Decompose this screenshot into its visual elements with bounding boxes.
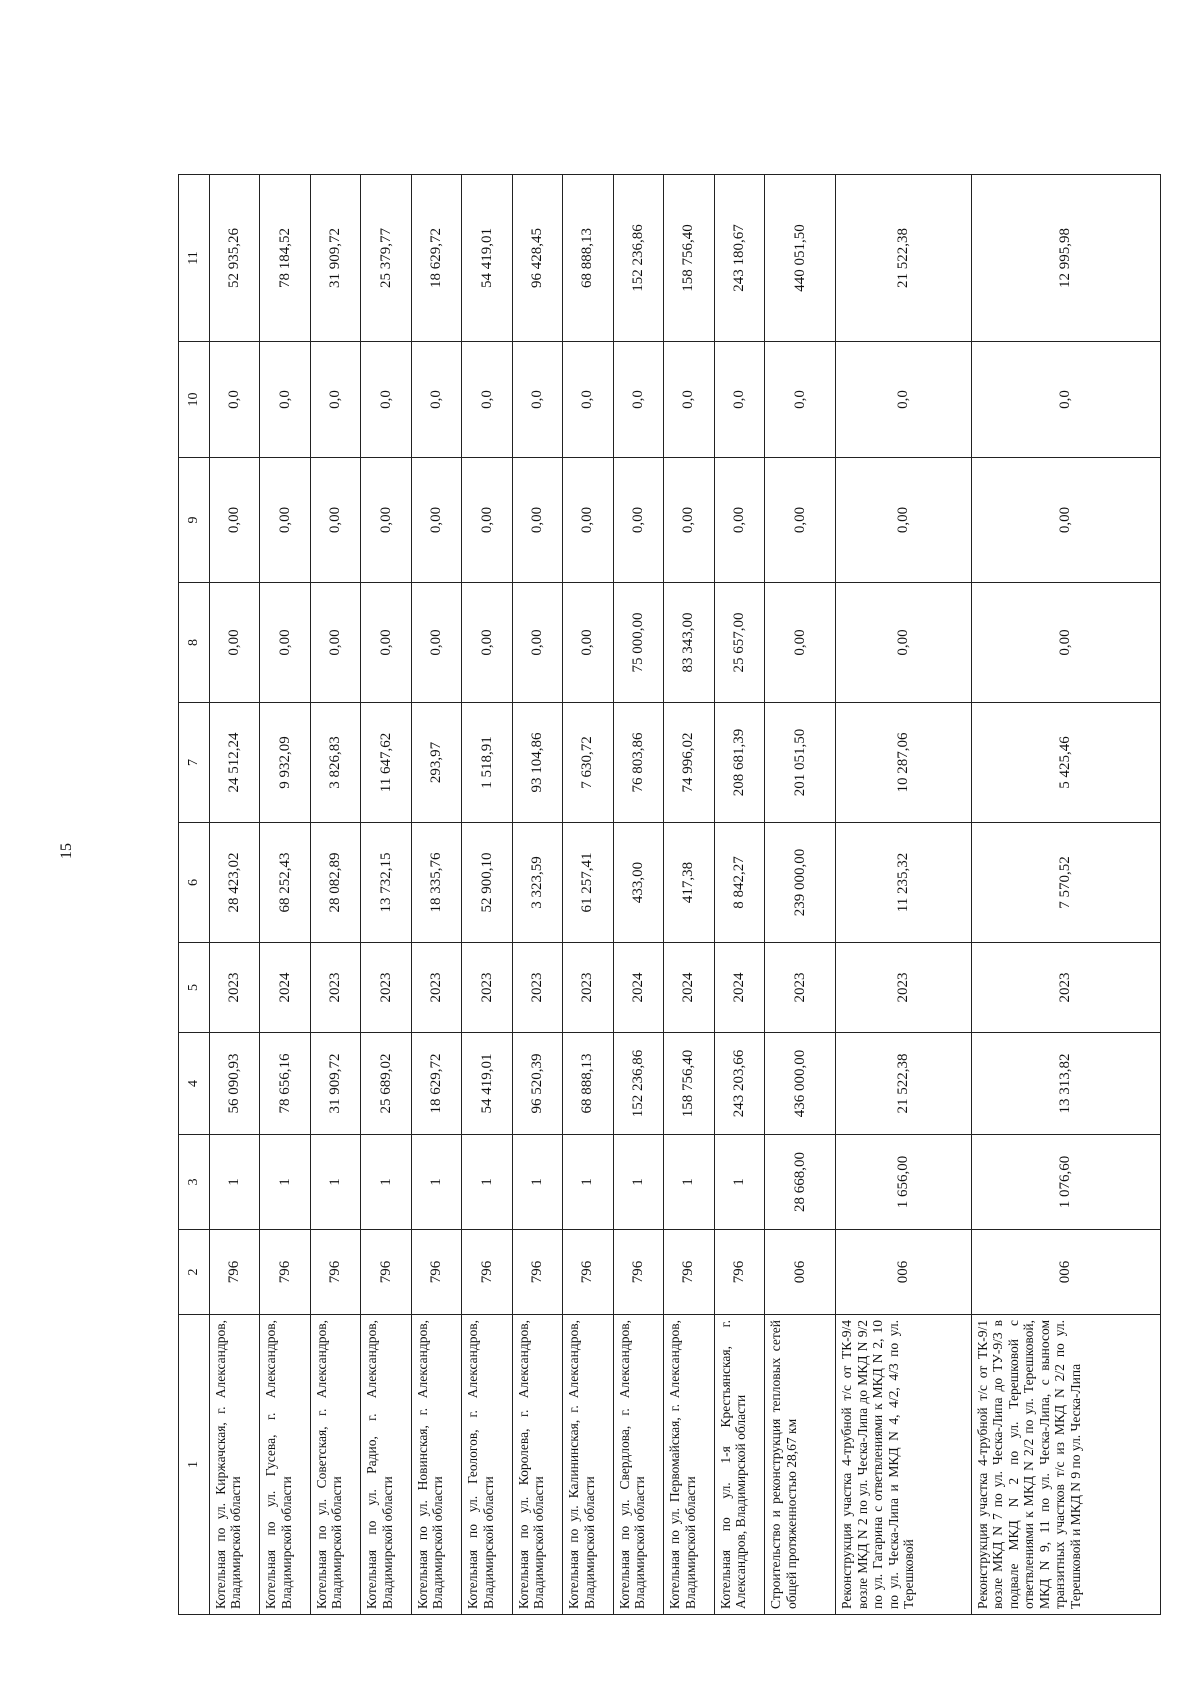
value-cell: 006: [765, 1230, 836, 1315]
value-cell: 31 909,72: [310, 175, 360, 342]
value-cell: 0,0: [462, 342, 512, 458]
value-cell: 1: [714, 1135, 764, 1230]
value-cell: 1: [310, 1135, 360, 1230]
table-row: [462, 175, 512, 1615]
table-body: [179, 175, 1161, 1615]
value-cell: 12 995,98: [971, 175, 1160, 342]
value-cell: 9 932,09: [260, 703, 310, 823]
value-cell: 0,00: [411, 583, 461, 703]
value-cell: 0,00: [664, 458, 714, 583]
table-row: [310, 175, 360, 1615]
value-cell: 243 180,67: [714, 175, 764, 342]
object-description-cell: Реконструкция участка 4-трубной т/с от ТК-9/1 возле МКД N 7 по ул. Ческа-Липа до ТУ-9/3 в подвале МКД N 2 по ул. Терешковой с ответвлениями к МКД N 2/2 по ул. Терешковой, МКД N 9, 11 по ул. Ческа-Липа, с выносом транзитных участков т/с из МКД N 2/2 по ул. Терешковой и МКД N 9 по ул. Ческа-Липа: [971, 1315, 1160, 1615]
object-description-cell: Строительство и реконструкция тепловых сетей общей протяженностью 28,67 км: [765, 1315, 836, 1615]
value-cell: 61 257,41: [563, 823, 613, 943]
value-cell: 436 000,00: [765, 1033, 836, 1135]
value-cell: 10 287,06: [836, 703, 971, 823]
value-cell: 0,0: [664, 342, 714, 458]
value-cell: 11 235,32: [836, 823, 971, 943]
value-cell: 2024: [260, 943, 310, 1033]
value-cell: 1: [563, 1135, 613, 1230]
column-number: 4: [179, 1033, 210, 1135]
value-cell: 1 518,91: [462, 703, 512, 823]
value-cell: 0,0: [563, 342, 613, 458]
value-cell: 3 826,83: [310, 703, 360, 823]
value-cell: 796: [664, 1230, 714, 1315]
value-cell: 006: [971, 1230, 1160, 1315]
value-cell: 440 051,50: [765, 175, 836, 342]
value-cell: 0,00: [765, 458, 836, 583]
table-row: [765, 175, 836, 1615]
value-cell: 293,97: [411, 703, 461, 823]
value-cell: 152 236,86: [613, 175, 663, 342]
value-cell: 796: [260, 1230, 310, 1315]
value-cell: 83 343,00: [664, 583, 714, 703]
value-cell: 54 419,01: [462, 175, 512, 342]
value-cell: 796: [361, 1230, 411, 1315]
investment-table: [178, 174, 1161, 1615]
value-cell: 0,00: [563, 458, 613, 583]
object-description-cell: Котельная по ул. Радио, г. Александров, Владимирской области: [361, 1315, 411, 1615]
value-cell: 0,0: [765, 342, 836, 458]
value-cell: 68 252,43: [260, 823, 310, 943]
value-cell: 25 379,77: [361, 175, 411, 342]
value-cell: 78 184,52: [260, 175, 310, 342]
value-cell: 1: [512, 1135, 562, 1230]
value-cell: 0,00: [361, 458, 411, 583]
value-cell: 796: [411, 1230, 461, 1315]
object-description-cell: Котельная по ул. Новинская, г. Александров, Владимирской области: [411, 1315, 461, 1615]
column-number: 1: [179, 1315, 210, 1615]
object-description-cell: Котельная по ул. 1-я Крестьянская, г. Александров, Владимирской области: [714, 1315, 764, 1615]
value-cell: 0,00: [836, 458, 971, 583]
object-description-cell: Котельная по ул. Калининская, г. Александров, Владимирской области: [563, 1315, 613, 1615]
page-number: 15: [58, 843, 75, 859]
value-cell: 796: [613, 1230, 663, 1315]
object-description-cell: Котельная по ул. Советская, г. Александров, Владимирской области: [310, 1315, 360, 1615]
table-row: [971, 175, 1160, 1615]
table-row: [613, 175, 663, 1615]
value-cell: 25 657,00: [714, 583, 764, 703]
value-cell: 0,00: [971, 458, 1160, 583]
value-cell: 0,00: [836, 583, 971, 703]
table-row: [260, 175, 310, 1615]
value-cell: 1: [260, 1135, 310, 1230]
value-cell: 1 656,00: [836, 1135, 971, 1230]
value-cell: 1: [411, 1135, 461, 1230]
value-cell: 243 203,66: [714, 1033, 764, 1135]
value-cell: 2023: [310, 943, 360, 1033]
value-cell: 0,00: [512, 458, 562, 583]
value-cell: 0,00: [462, 583, 512, 703]
value-cell: 2023: [765, 943, 836, 1033]
table-row: [411, 175, 461, 1615]
value-cell: 2023: [971, 943, 1160, 1033]
value-cell: 0,00: [361, 583, 411, 703]
value-cell: 796: [209, 1230, 259, 1315]
value-cell: 0,0: [714, 342, 764, 458]
value-cell: 76 803,86: [613, 703, 663, 823]
value-cell: 68 888,13: [563, 175, 613, 342]
value-cell: 8 842,27: [714, 823, 764, 943]
value-cell: 75 000,00: [613, 583, 663, 703]
value-cell: 7 630,72: [563, 703, 613, 823]
value-cell: 2023: [411, 943, 461, 1033]
value-cell: 3 323,59: [512, 823, 562, 943]
column-number: 8: [179, 583, 210, 703]
value-cell: 0,0: [836, 342, 971, 458]
value-cell: 7 570,52: [971, 823, 1160, 943]
value-cell: 56 090,93: [209, 1033, 259, 1135]
value-cell: 208 681,39: [714, 703, 764, 823]
object-description-cell: Котельная по ул. Киржачская, г. Александров, Владимирской области: [209, 1315, 259, 1615]
value-cell: 31 909,72: [310, 1033, 360, 1135]
value-cell: 2023: [563, 943, 613, 1033]
object-description-cell: Котельная по ул. Гусева, г. Александров, Владимирской области: [260, 1315, 310, 1615]
table-row: [714, 175, 764, 1615]
value-cell: 0,0: [310, 342, 360, 458]
value-cell: 1: [361, 1135, 411, 1230]
value-cell: 1: [209, 1135, 259, 1230]
rotated-table-container: [178, 175, 1161, 1615]
value-cell: 52 935,26: [209, 175, 259, 342]
column-number: 7: [179, 703, 210, 823]
value-cell: 0,0: [209, 342, 259, 458]
table-row: [836, 175, 971, 1615]
value-cell: 68 888,13: [563, 1033, 613, 1135]
column-number: 2: [179, 1230, 210, 1315]
value-cell: 0,00: [209, 458, 259, 583]
value-cell: 2023: [361, 943, 411, 1033]
value-cell: 0,00: [310, 583, 360, 703]
value-cell: 21 522,38: [836, 1033, 971, 1135]
value-cell: 433,00: [613, 823, 663, 943]
value-cell: 5 425,46: [971, 703, 1160, 823]
object-description-cell: Котельная по ул. Свердлова, г. Александров, Владимирской области: [613, 1315, 663, 1615]
value-cell: 796: [310, 1230, 360, 1315]
table-row: [664, 175, 714, 1615]
value-cell: 54 419,01: [462, 1033, 512, 1135]
object-description-cell: Котельная по ул. Геологов, г. Александров, Владимирской области: [462, 1315, 512, 1615]
value-cell: 13 313,82: [971, 1033, 1160, 1135]
value-cell: 0,00: [714, 458, 764, 583]
value-cell: 0,00: [260, 583, 310, 703]
value-cell: 796: [714, 1230, 764, 1315]
value-cell: 0,00: [563, 583, 613, 703]
value-cell: 0,00: [411, 458, 461, 583]
column-number: 3: [179, 1135, 210, 1230]
value-cell: 0,00: [260, 458, 310, 583]
value-cell: 18 335,76: [411, 823, 461, 943]
value-cell: 52 900,10: [462, 823, 512, 943]
value-cell: 11 647,62: [361, 703, 411, 823]
value-cell: 0,0: [361, 342, 411, 458]
value-cell: 18 629,72: [411, 175, 461, 342]
value-cell: 201 051,50: [765, 703, 836, 823]
value-cell: 0,00: [310, 458, 360, 583]
value-cell: 93 104,86: [512, 703, 562, 823]
column-number: 6: [179, 823, 210, 943]
value-cell: 28 082,89: [310, 823, 360, 943]
value-cell: 0,00: [613, 458, 663, 583]
value-cell: 0,0: [411, 342, 461, 458]
value-cell: 0,00: [971, 583, 1160, 703]
column-number: 10: [179, 342, 210, 458]
column-number: 5: [179, 943, 210, 1033]
value-cell: 796: [462, 1230, 512, 1315]
value-cell: 0,00: [462, 458, 512, 583]
value-cell: 796: [563, 1230, 613, 1315]
value-cell: 21 522,38: [836, 175, 971, 342]
value-cell: 1: [613, 1135, 663, 1230]
value-cell: 0,00: [512, 583, 562, 703]
value-cell: 78 656,16: [260, 1033, 310, 1135]
value-cell: 96 428,45: [512, 175, 562, 342]
value-cell: 0,0: [971, 342, 1160, 458]
value-cell: 158 756,40: [664, 1033, 714, 1135]
value-cell: 74 996,02: [664, 703, 714, 823]
value-cell: 0,0: [512, 342, 562, 458]
table-row: [361, 175, 411, 1615]
value-cell: 2023: [836, 943, 971, 1033]
value-cell: 1 076,60: [971, 1135, 1160, 1230]
value-cell: 2024: [613, 943, 663, 1033]
table-row: [563, 175, 613, 1615]
value-cell: 0,0: [260, 342, 310, 458]
value-cell: 1: [462, 1135, 512, 1230]
column-number-row: [179, 175, 210, 1615]
value-cell: 24 512,24: [209, 703, 259, 823]
value-cell: 0,0: [613, 342, 663, 458]
value-cell: 152 236,86: [613, 1033, 663, 1135]
value-cell: 2023: [462, 943, 512, 1033]
value-cell: 28 423,02: [209, 823, 259, 943]
value-cell: 1: [664, 1135, 714, 1230]
value-cell: 2024: [714, 943, 764, 1033]
value-cell: 96 520,39: [512, 1033, 562, 1135]
value-cell: 796: [512, 1230, 562, 1315]
table-row: [209, 175, 259, 1615]
column-number: 11: [179, 175, 210, 342]
value-cell: 2024: [664, 943, 714, 1033]
value-cell: 2023: [209, 943, 259, 1033]
value-cell: 2023: [512, 943, 562, 1033]
column-number: 9: [179, 458, 210, 583]
value-cell: 13 732,15: [361, 823, 411, 943]
value-cell: 239 000,00: [765, 823, 836, 943]
value-cell: 28 668,00: [765, 1135, 836, 1230]
value-cell: 158 756,40: [664, 175, 714, 342]
value-cell: 18 629,72: [411, 1033, 461, 1135]
value-cell: 0,00: [765, 583, 836, 703]
table-row: [512, 175, 562, 1615]
value-cell: 0,00: [209, 583, 259, 703]
value-cell: 25 689,02: [361, 1033, 411, 1135]
value-cell: 006: [836, 1230, 971, 1315]
object-description-cell: Реконструкция участка 4-трубной т/с от ТК-9/4 возле МКД N 2 по ул. Ческа-Липа до МКД N 9/2 по ул. Гагарина с ответвлениями к МКД N 2, 10 по ул. Ческа-Липа и МКД N 4, 4/2, 4/3 по ул. Терешковой: [836, 1315, 971, 1615]
object-description-cell: Котельная по ул. Королева, г. Александров, Владимирской области: [512, 1315, 562, 1615]
value-cell: 417,38: [664, 823, 714, 943]
object-description-cell: Котельная по ул. Первомайская, г. Александров, Владимирской области: [664, 1315, 714, 1615]
